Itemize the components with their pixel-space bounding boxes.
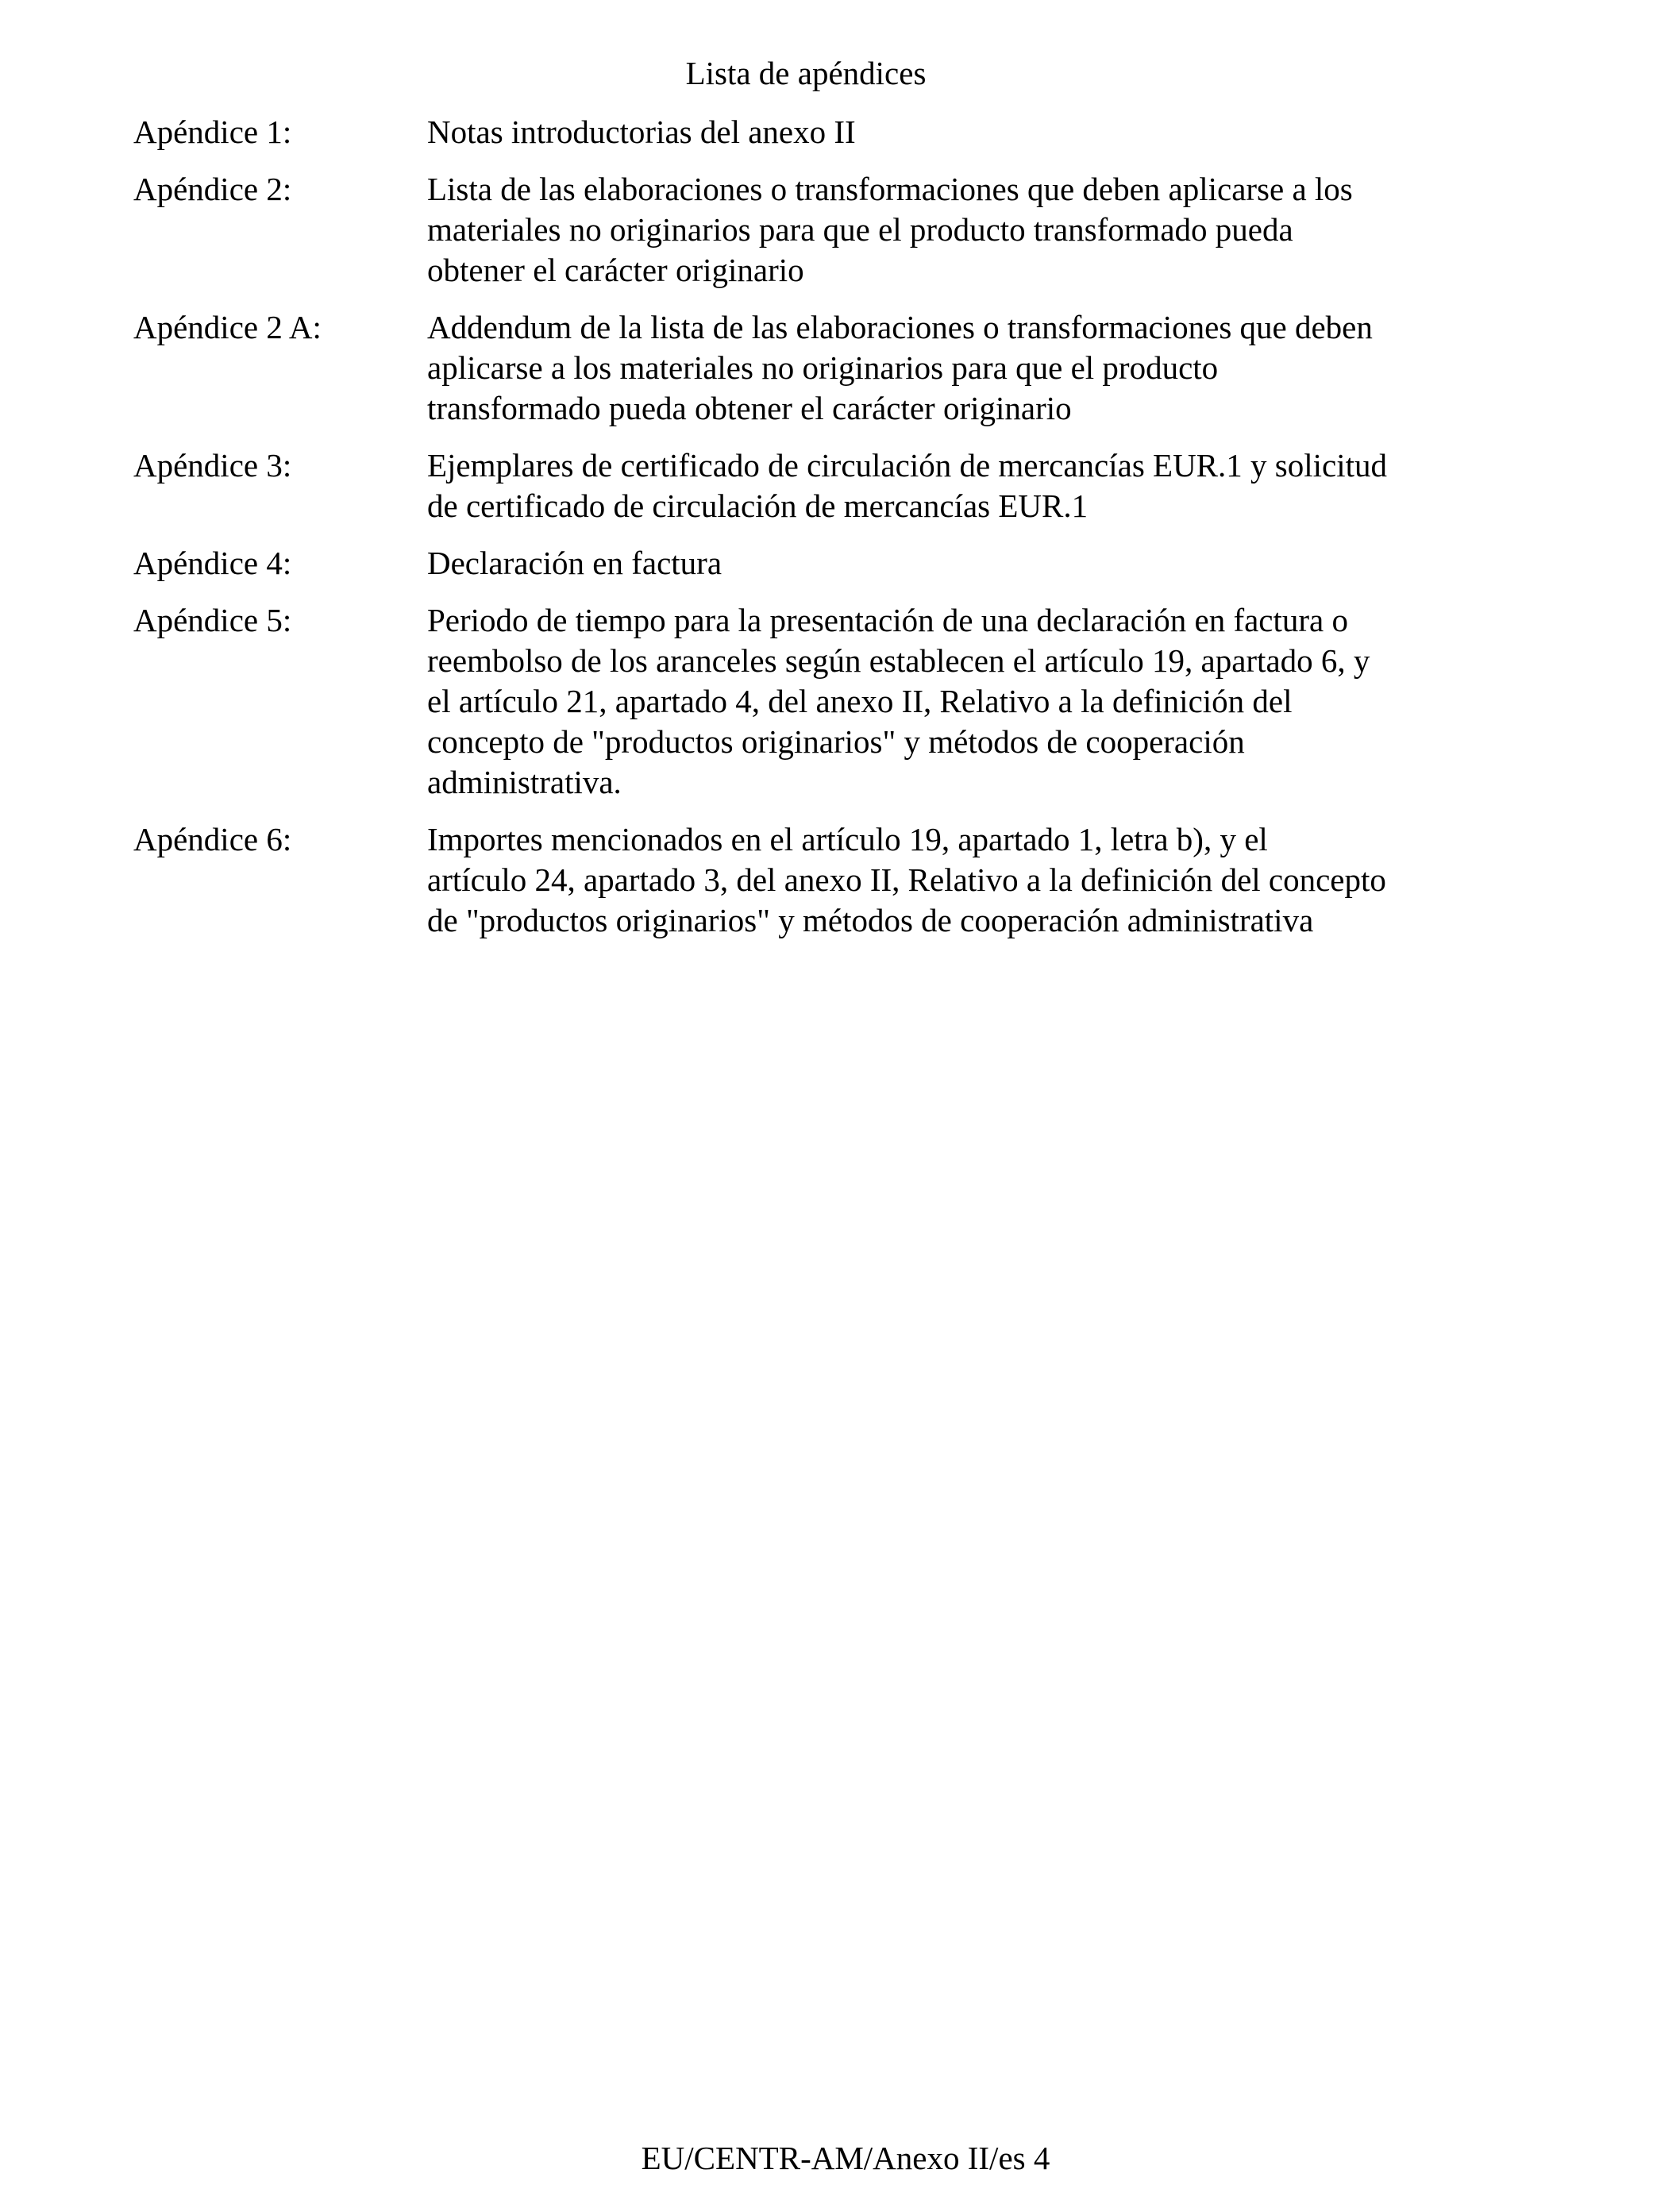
appendix-description: [427, 307, 1499, 429]
description-line: administrativa.: [427, 764, 622, 800]
appendix-row-4: [133, 543, 1499, 584]
appendix-label: Apéndice 1:: [133, 114, 292, 150]
description-line: de certificado de circulación de mercancías EUR.1: [427, 487, 1089, 524]
page-title: Lista de apéndices: [685, 55, 927, 91]
description-line: obtener el carácter originario: [427, 252, 804, 288]
description-line: materiales no originarios para que el producto transformado pueda: [427, 211, 1293, 248]
appendix-row-2: [133, 169, 1499, 291]
description-line: el artículo 21, apartado 4, del anexo II, Relativo a la definición del: [427, 683, 1293, 719]
appendix-label: Apéndice 2 A:: [133, 309, 322, 345]
description-line: Periodo de tiempo para la presentación de una declaración en factura o: [427, 602, 1348, 638]
appendix-label: Apéndice 5:: [133, 602, 292, 638]
appendix-description: [427, 112, 1499, 152]
description-line: artículo 24, apartado 3, del anexo II, Relativo a la definición del concepto: [427, 861, 1386, 898]
appendix-description: [427, 543, 1499, 584]
description-line: reembolso de los aranceles según establecen el artículo 19, apartado 6, y: [427, 642, 1370, 679]
description-line: Ejemplares de certificado de circulación de mercancías EUR.1 y solicitud: [427, 447, 1387, 484]
description-line: Lista de las elaboraciones o transformaciones que deben aplicarse a los: [427, 171, 1353, 207]
description-line: Addendum de la lista de las elaboraciones o transformaciones que deben: [427, 309, 1373, 345]
appendix-row-5: [133, 600, 1499, 803]
appendix-label: Apéndice 3:: [133, 447, 292, 484]
appendix-label: Apéndice 4:: [133, 545, 292, 581]
appendix-list: [133, 112, 1499, 958]
appendix-row-2a: [133, 307, 1499, 429]
description-line: Importes mencionados en el artículo 19, apartado 1, letra b), y el: [427, 821, 1268, 857]
description-line: Notas introductorias del anexo II: [427, 114, 856, 150]
appendix-label: Apéndice 2:: [133, 171, 292, 207]
appendix-description: [427, 600, 1499, 803]
appendix-description: [427, 819, 1499, 941]
description-line: Declaración en factura: [427, 545, 722, 581]
description-line: de "productos originarios" y métodos de cooperación administrativa: [427, 902, 1314, 938]
description-line: aplicarse a los materiales no originarios para que el producto: [427, 349, 1219, 386]
appendix-row-3: [133, 445, 1499, 526]
appendix-description: [427, 445, 1499, 526]
appendix-row-1: [133, 112, 1499, 152]
appendix-label: Apéndice 6:: [133, 821, 292, 857]
page-footer: EU/CENTR-AM/Anexo II/es 4: [641, 2140, 1050, 2176]
appendix-row-6: [133, 819, 1499, 941]
appendix-description: [427, 169, 1499, 291]
description-line: concepto de "productos originarios" y métodos de cooperación: [427, 723, 1245, 760]
description-line: transformado pueda obtener el carácter originario: [427, 390, 1072, 426]
